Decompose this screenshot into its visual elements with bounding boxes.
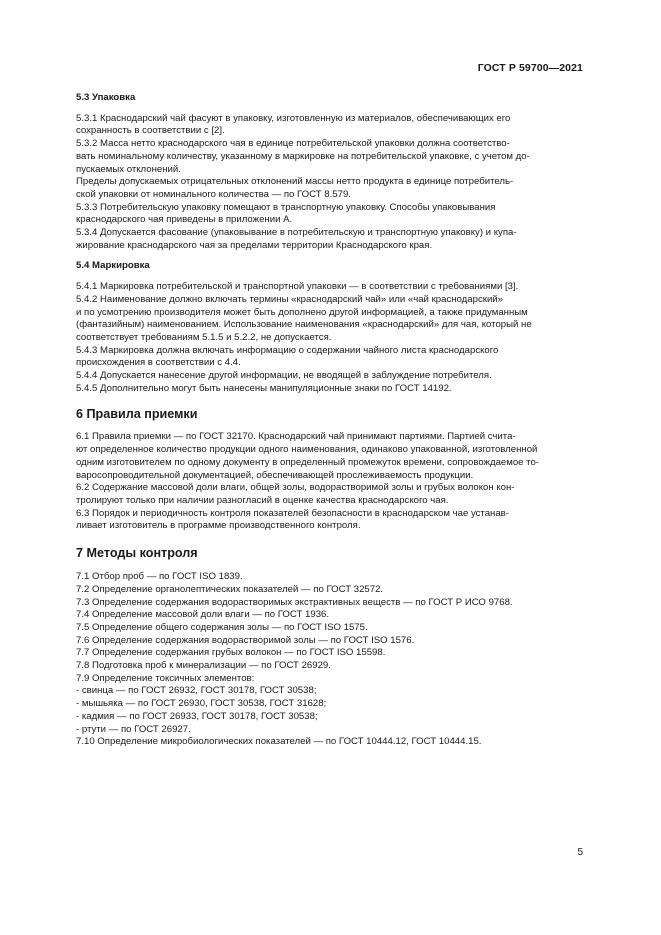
clause-5-3-4: 5.3.4 Допускается фасование (упаковывание в потребительскую и транспортную упаковку) и купа-	[76, 227, 517, 239]
method-line: - свинца — по ГОСТ 26932, ГОСТ 30178, ГОСТ 30538;	[76, 685, 317, 697]
method-line: 7.8 Подготовка проб к минерализации — по ГОСТ 26929.	[76, 660, 331, 672]
method-line: 7.7 Определение содержания грубых волокон — по ГОСТ ISO 15598.	[76, 647, 386, 659]
clause-6-2: 6.2 Содержание массовой доли влаги, общей золы, водорастворимой золы и грубых волокон кон-	[76, 482, 515, 494]
method-line: 7.4 Определение массовой доли влаги — по ГОСТ 1936.	[76, 609, 330, 621]
clause-5-3-2-cont2: пускаемых отклонений.	[76, 163, 181, 175]
method-line: 7.3 Определение содержания водорастворимых экстрактивных веществ — по ГОСТ Р ИСО 9768.	[76, 596, 513, 608]
clause-5-4-2-cont1: и по усмотрению производителя может быть дополнено другой информацией, а также придуманным	[76, 306, 528, 318]
method-line: 7.10 Определение микробиологических показателей — по ГОСТ 10444.12, ГОСТ 10444.15.	[76, 736, 482, 748]
page-number: 5	[577, 847, 583, 858]
clause-5-4-2: 5.4.2 Наименование должно включать термины «краснодарский чай» или «чай краснодарский»	[76, 293, 503, 305]
method-line: 7.1 Отбор проб — по ГОСТ ISO 1839.	[76, 571, 243, 583]
clause-6-3-cont: ливает изготовитель в программе производственного контроля.	[76, 520, 361, 532]
clause-6-3: 6.3 Порядок и периодичность контроля показателей безопасности в краснодарском чае устанав-	[76, 507, 509, 519]
clause-5-4-4: 5.4.4 Допускается нанесение другой информации, не вводящей в заблуждение потребителя.	[76, 370, 492, 382]
clause-5-3-2-limits: Пределы допускаемых отрицательных отклонений массы нетто продукта в единице потребитель-	[76, 176, 514, 188]
clause-5-3-2-limits-cont: ской упаковки от номинального количества — по ГОСТ 8.579.	[76, 188, 351, 200]
clause-5-3-4-cont: жирование краснодарского чая за пределами территории Краснодарского края.	[76, 239, 433, 251]
document-code: ГОСТ Р 59700—2021	[477, 62, 583, 74]
clause-6-1: 6.1 Правила приемки — по ГОСТ 32170. Краснодарский чай принимают партиями. Партией счита-	[76, 431, 516, 443]
clause-6-1-cont3: варосопроводительной документацией, обеспечивающей прослеживаемость продукции.	[76, 469, 474, 481]
heading-5-4: 5.4 Маркировка	[76, 260, 150, 272]
clause-5-3-3: 5.3.3 Потребительскую упаковку помещают в транспортную упаковку. Способы упаковывания	[76, 201, 496, 213]
heading-section-6: 6 Правила приемки	[76, 407, 198, 422]
clause-5-4-1: 5.4.1 Маркировка потребительской и транспортной упаковки — в соответствии с требованиями [3].	[76, 281, 519, 293]
clause-5-3-2-cont1: вать номинальному количеству, указанному в маркировке на потребительской упаковке, с учетом до-	[76, 150, 530, 162]
clause-5-4-5: 5.4.5 Дополнительно могут быть нанесены манипуляционные знаки по ГОСТ 14192.	[76, 382, 452, 394]
clause-5-3-1-cont: сохранность в соответствии с [2].	[76, 125, 225, 137]
clause-6-1-cont1: ют определенное количество продукции одного наименования, одинаково упакованной, изготовленной	[76, 444, 538, 456]
clause-5-4-2-cont3: соответствует требованиям 5.1.5 и 5.2.2, не допускается.	[76, 331, 332, 343]
heading-section-7: 7 Методы контроля	[76, 546, 198, 561]
method-line: - кадмия — по ГОСТ 26933, ГОСТ 30178, ГОСТ 30538;	[76, 710, 318, 722]
clause-6-2-cont: тролируют только при наличии разногласий в оценке качества краснодарского чая.	[76, 494, 449, 506]
clause-5-3-1: 5.3.1 Краснодарский чай фасуют в упаковку, изготовленную из материалов, обеспечивающих его	[76, 112, 511, 124]
method-line: 7.5 Определение общего содержания золы — по ГОСТ ISO 1575.	[76, 621, 368, 633]
method-line: 7.9 Определение токсичных элементов:	[76, 672, 255, 684]
methods-list	[76, 571, 586, 749]
method-line: - ртути — по ГОСТ 26927.	[76, 723, 191, 735]
heading-5-3: 5.3 Упаковка	[76, 92, 136, 103]
clause-5-3-3-cont: краснодарского чая приведены в приложении А.	[76, 214, 293, 226]
method-line: 7.6 Определение содержания водорастворимой золы — по ГОСТ ISO 1576.	[76, 634, 415, 646]
document-text	[76, 88, 586, 749]
clause-5-4-3-cont: происхождения в соответствии с 4.4.	[76, 357, 241, 369]
clause-5-3-2: 5.3.2 Масса нетто краснодарского чая в единице потребительской упаковки должна соответство-	[76, 138, 510, 150]
clause-5-4-2-cont2: (фантазийным) наименованием. Использование наименования «краснодарский» для чая, который не	[76, 319, 532, 331]
method-line: 7.2 Определение органолептических показателей — по ГОСТ 32572.	[76, 583, 384, 595]
method-line: - мышьяка — по ГОСТ 26930, ГОСТ 30538, ГОСТ 31628;	[76, 698, 327, 710]
clause-5-4-3: 5.4.3 Маркировка должна включать информацию о содержании чайного листа краснодарского	[76, 344, 499, 356]
clause-6-1-cont2: одним изготовителем по одному документу в определенный промежуток времени, сопровождаемое то-	[76, 456, 539, 468]
